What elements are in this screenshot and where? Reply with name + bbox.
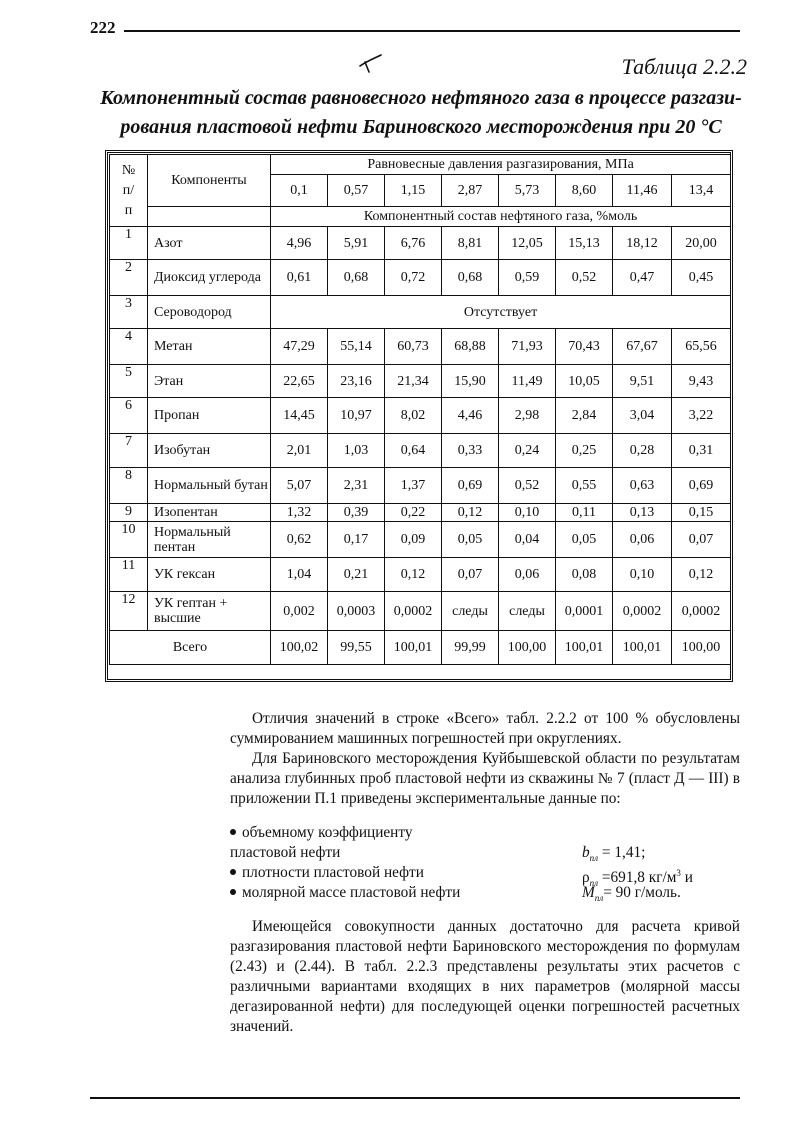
value-cell: 0,28 — [613, 434, 672, 468]
value-cell: 0,24 — [499, 434, 556, 468]
value-cell: 0,31 — [672, 434, 731, 468]
bullet-3-value: $M_{пл}= 90$ г/моль. — [582, 884, 681, 904]
pressure-cell: 11,46 — [613, 175, 672, 207]
header-components: Компоненты — [148, 155, 271, 207]
bullet-3 — [230, 883, 740, 903]
absent-cell: Отсутствует — [271, 296, 731, 329]
value-cell: 0,05 — [556, 522, 613, 558]
value-cell: 0,63 — [613, 468, 672, 504]
value-cell: 0,15 — [672, 504, 731, 522]
value-cell: 0,06 — [499, 558, 556, 592]
component-name: Нормальный пентан — [148, 522, 271, 558]
value-cell: 0,04 — [499, 522, 556, 558]
value-cell: 0,69 — [442, 468, 499, 504]
value-cell: 0,12 — [385, 558, 442, 592]
row-number: 7 — [110, 434, 148, 468]
value-cell: 15,90 — [442, 365, 499, 398]
bullet-dot-icon — [230, 889, 236, 895]
pressure-cell: 0,1 — [271, 175, 328, 207]
value-cell: 0,68 — [328, 260, 385, 296]
header-components-blank — [148, 207, 271, 227]
table-row — [110, 504, 731, 522]
header-no-part: п/ — [122, 182, 135, 198]
composition-table — [109, 154, 731, 665]
header-no — [110, 155, 148, 227]
value-cell: 15,13 — [556, 227, 613, 260]
value-cell: 0,17 — [328, 522, 385, 558]
component-name: Изобутан — [148, 434, 271, 468]
header-composition: Компонентный состав нефтяного газа, %моль — [271, 207, 731, 227]
value-cell: 0,72 — [385, 260, 442, 296]
bullet-2-label: плотности пластовой нефти — [242, 864, 424, 881]
value-cell: 0,13 — [613, 504, 672, 522]
component-name: Метан — [148, 329, 271, 365]
value-cell: 0,05 — [442, 522, 499, 558]
value-cell: 10,97 — [328, 398, 385, 434]
header-pressure: Равновесные давления разгазирования, МПа — [271, 155, 731, 175]
value-cell: 0,52 — [499, 468, 556, 504]
value-cell: 0,10 — [613, 558, 672, 592]
pressure-cell: 13,4 — [672, 175, 731, 207]
value-cell: 1,32 — [271, 504, 328, 522]
bullet-2-value: $\rho_{пл} =691,8$ $кг/м^3$ и — [582, 868, 693, 889]
total-value: 99,99 — [442, 631, 499, 665]
pressure-cell: 1,15 — [385, 175, 442, 207]
table-row — [110, 592, 731, 631]
value-cell: 3,04 — [613, 398, 672, 434]
page-number: 222 — [90, 18, 116, 37]
bullet-dot-icon — [230, 829, 236, 835]
row-number: 8 — [110, 468, 148, 504]
value-cell: 2,84 — [556, 398, 613, 434]
bullet-1-label-cont: пластовой нефти — [230, 844, 341, 861]
value-cell: 0,21 — [328, 558, 385, 592]
value-cell: 1,03 — [328, 434, 385, 468]
composition-header-row — [110, 207, 731, 227]
component-name: Диоксид углерода — [148, 260, 271, 296]
component-name: Нормальный бутан — [148, 468, 271, 504]
header-no-part: п — [124, 202, 133, 218]
total-value: 100,00 — [672, 631, 731, 665]
bullet-1-label: объемному коэффициенту — [242, 824, 413, 841]
table-caption — [86, 84, 756, 142]
value-cell: 4,96 — [271, 227, 328, 260]
table-row — [110, 558, 731, 592]
component-name: Сероводород — [148, 296, 271, 329]
bullet-1-value: $b_{пл} = 1,41$; — [582, 844, 646, 864]
value-cell: 2,98 — [499, 398, 556, 434]
value-cell: 0,68 — [442, 260, 499, 296]
value-cell: 0,07 — [442, 558, 499, 592]
value-cell: 0,002 — [271, 592, 328, 631]
component-name: Изопентан — [148, 504, 271, 522]
value-cell: 67,67 — [613, 329, 672, 365]
component-name: УК гептан + высшие — [148, 592, 271, 631]
row-number: 6 — [110, 398, 148, 434]
bullet-1-cont — [230, 843, 740, 863]
value-cell: 0,55 — [556, 468, 613, 504]
value-cell: 0,0002 — [613, 592, 672, 631]
value-cell: 47,29 — [271, 329, 328, 365]
row-number: 12 — [110, 592, 148, 631]
table-row — [110, 434, 731, 468]
component-name: УК гексан — [148, 558, 271, 592]
value-cell: 0,25 — [556, 434, 613, 468]
value-cell: 0,62 — [271, 522, 328, 558]
total-label: Всего — [110, 631, 271, 665]
header-no-part: № — [121, 162, 136, 178]
value-cell: 0,12 — [672, 558, 731, 592]
pressure-cell: 8,60 — [556, 175, 613, 207]
value-cell: следы — [499, 592, 556, 631]
value-cell: 71,93 — [499, 329, 556, 365]
value-cell: 3,22 — [672, 398, 731, 434]
component-name: Пропан — [148, 398, 271, 434]
pressure-cell: 0,57 — [328, 175, 385, 207]
total-value: 100,01 — [385, 631, 442, 665]
row-number: 9 — [110, 504, 148, 522]
value-cell: 0,39 — [328, 504, 385, 522]
paragraph-2: Для Бариновского месторождения Куйбышевской области по результатам анализа глубинных проб пластовой нефти из скважины № 7 (пласт Д — III) в приложении П.1 приведены экспериментальные данные по: — [230, 750, 740, 807]
header-row — [110, 155, 731, 175]
value-cell: 55,14 — [328, 329, 385, 365]
table-row — [110, 260, 731, 296]
value-cell: 0,0001 — [556, 592, 613, 631]
row-number: 2 — [110, 260, 148, 296]
table-row — [110, 227, 731, 260]
value-cell: 0,22 — [385, 504, 442, 522]
value-cell: 9,51 — [613, 365, 672, 398]
value-cell: 70,43 — [556, 329, 613, 365]
value-cell: 0,61 — [271, 260, 328, 296]
table-label: Таблица 2.2.2 — [621, 54, 747, 79]
value-cell: 0,52 — [556, 260, 613, 296]
value-cell: 18,12 — [613, 227, 672, 260]
value-cell: 0,08 — [556, 558, 613, 592]
total-row — [110, 631, 731, 665]
table-row — [110, 398, 731, 434]
row-number: 10 — [110, 522, 148, 558]
row-number: 5 — [110, 365, 148, 398]
pressure-cell: 2,87 — [442, 175, 499, 207]
component-name: Азот — [148, 227, 271, 260]
value-cell: 21,34 — [385, 365, 442, 398]
value-cell: 5,07 — [271, 468, 328, 504]
value-cell: 20,00 — [672, 227, 731, 260]
value-cell: 10,05 — [556, 365, 613, 398]
total-value: 99,55 — [328, 631, 385, 665]
pen-mark-icon — [355, 52, 385, 74]
value-cell: 68,88 — [442, 329, 499, 365]
total-value: 100,01 — [556, 631, 613, 665]
value-cell: 0,0002 — [385, 592, 442, 631]
table-caption-line2: рования пластовой нефти Бариновского месторождения при 20 °С — [120, 116, 722, 138]
value-cell: 0,10 — [499, 504, 556, 522]
table-row — [110, 365, 731, 398]
row-number: 4 — [110, 329, 148, 365]
bullet-list — [230, 823, 740, 903]
header-rule — [124, 30, 740, 32]
table-row — [110, 468, 731, 504]
value-cell: 4,46 — [442, 398, 499, 434]
value-cell: 12,05 — [499, 227, 556, 260]
paragraph-3-block — [230, 917, 740, 1037]
value-cell: 5,91 — [328, 227, 385, 260]
bullet-2 — [230, 863, 740, 889]
table-caption-line1: Компонентный состав равновесного нефтяного газа в процессе разгази- — [100, 87, 742, 109]
value-cell: 2,01 — [271, 434, 328, 468]
value-cell: 60,73 — [385, 329, 442, 365]
paragraph-1-block — [230, 709, 740, 809]
total-value: 100,02 — [271, 631, 328, 665]
value-cell: 0,47 — [613, 260, 672, 296]
row-number: 3 — [110, 296, 148, 329]
table-row — [110, 329, 731, 365]
value-cell: 0,45 — [672, 260, 731, 296]
value-cell: 8,81 — [442, 227, 499, 260]
value-cell: 11,49 — [499, 365, 556, 398]
total-value: 100,01 — [613, 631, 672, 665]
value-cell: 0,09 — [385, 522, 442, 558]
value-cell: 22,65 — [271, 365, 328, 398]
table-row — [110, 296, 731, 329]
value-cell: 0,64 — [385, 434, 442, 468]
value-cell: 23,16 — [328, 365, 385, 398]
value-cell: 0,06 — [613, 522, 672, 558]
paragraph-3: Имеющейся совокупности данных достаточно для расчета кривой разгазирования пластовой нефти Бариновского месторождения по формулам (2.43) и (2.44). В табл. 2.2.3 представлены результаты этих расчетов с различными вариантами входящих в них параметров (молярной массы дегазированной нефти) для последующей оценки погрешностей расчетных значений. — [230, 918, 740, 1035]
value-cell: 1,04 — [271, 558, 328, 592]
value-cell: 0,0003 — [328, 592, 385, 631]
footer-rule — [90, 1097, 740, 1099]
value-cell: 1,37 — [385, 468, 442, 504]
component-name: Этан — [148, 365, 271, 398]
row-number: 1 — [110, 227, 148, 260]
table-row — [110, 522, 731, 558]
value-cell: 0,12 — [442, 504, 499, 522]
bullet-1 — [230, 823, 740, 843]
value-cell: 0,07 — [672, 522, 731, 558]
value-cell: 14,45 — [271, 398, 328, 434]
bullet-3-label: молярной массе пластовой нефти — [242, 884, 461, 901]
value-cell: 0,0002 — [672, 592, 731, 631]
value-cell: 0,59 — [499, 260, 556, 296]
value-cell: 0,11 — [556, 504, 613, 522]
value-cell: следы — [442, 592, 499, 631]
value-cell: 0,33 — [442, 434, 499, 468]
value-cell: 6,76 — [385, 227, 442, 260]
value-cell: 9,43 — [672, 365, 731, 398]
value-cell: 2,31 — [328, 468, 385, 504]
paragraph-1: Отличия значений в строке «Всего» табл. 2.2.2 от 100 % обусловлены суммированием машинных погрешностей при округлениях. — [230, 710, 740, 747]
pressure-cell: 5,73 — [499, 175, 556, 207]
value-cell: 0,69 — [672, 468, 731, 504]
total-value: 100,00 — [499, 631, 556, 665]
value-cell: 65,56 — [672, 329, 731, 365]
row-number: 11 — [110, 558, 148, 592]
value-cell: 8,02 — [385, 398, 442, 434]
bullet-dot-icon — [230, 869, 236, 875]
